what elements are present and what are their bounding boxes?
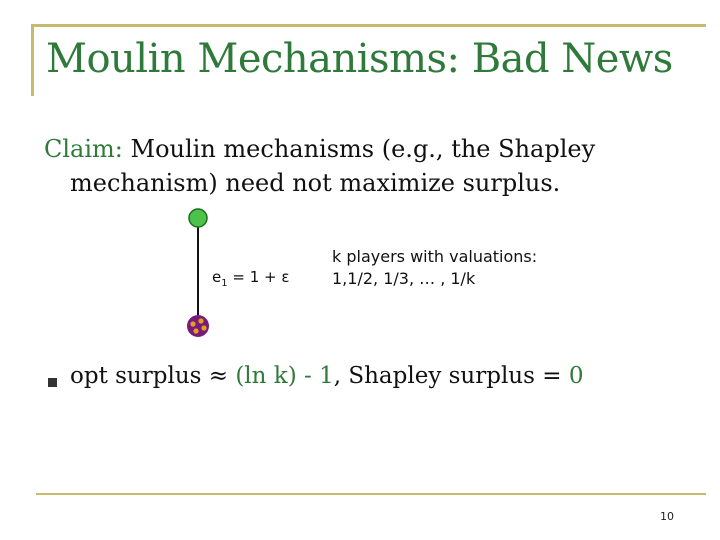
bullet-part-3: , Shapley surplus = <box>333 363 569 389</box>
edge-label-value: = 1 + ε <box>227 268 290 286</box>
bullet-square-icon <box>48 378 57 387</box>
claim-line-2: mechanism) need not maximize surplus. <box>70 169 561 197</box>
edge-label-base: e <box>212 268 222 286</box>
players-line-1: k players with valuations: <box>332 247 538 266</box>
bullet-part-4: 0 <box>568 363 584 389</box>
bullet-part-1: opt surplus ≈ <box>70 363 236 389</box>
title-frame-top <box>31 24 706 27</box>
page-number: 10 <box>660 510 674 523</box>
player-cluster-node <box>187 315 209 337</box>
title-frame-left <box>31 24 34 96</box>
players-line-2: 1,1/2, 1/3, … , 1/k <box>332 269 476 288</box>
bullet-part-2: (ln k) - 1 <box>235 363 334 389</box>
claim-text <box>44 132 684 200</box>
root-node <box>189 209 207 227</box>
edge-cost-label <box>212 268 289 289</box>
claim-label: Claim: <box>44 135 123 163</box>
slide-title: Moulin Mechanisms: Bad News <box>46 36 673 82</box>
edge-label-subscript: 1 <box>221 278 228 289</box>
footer-rule <box>36 493 706 495</box>
players-description <box>332 246 592 290</box>
bullet-surplus <box>70 363 700 389</box>
claim-line-1: Moulin mechanisms (e.g., the Shapley <box>122 135 596 163</box>
